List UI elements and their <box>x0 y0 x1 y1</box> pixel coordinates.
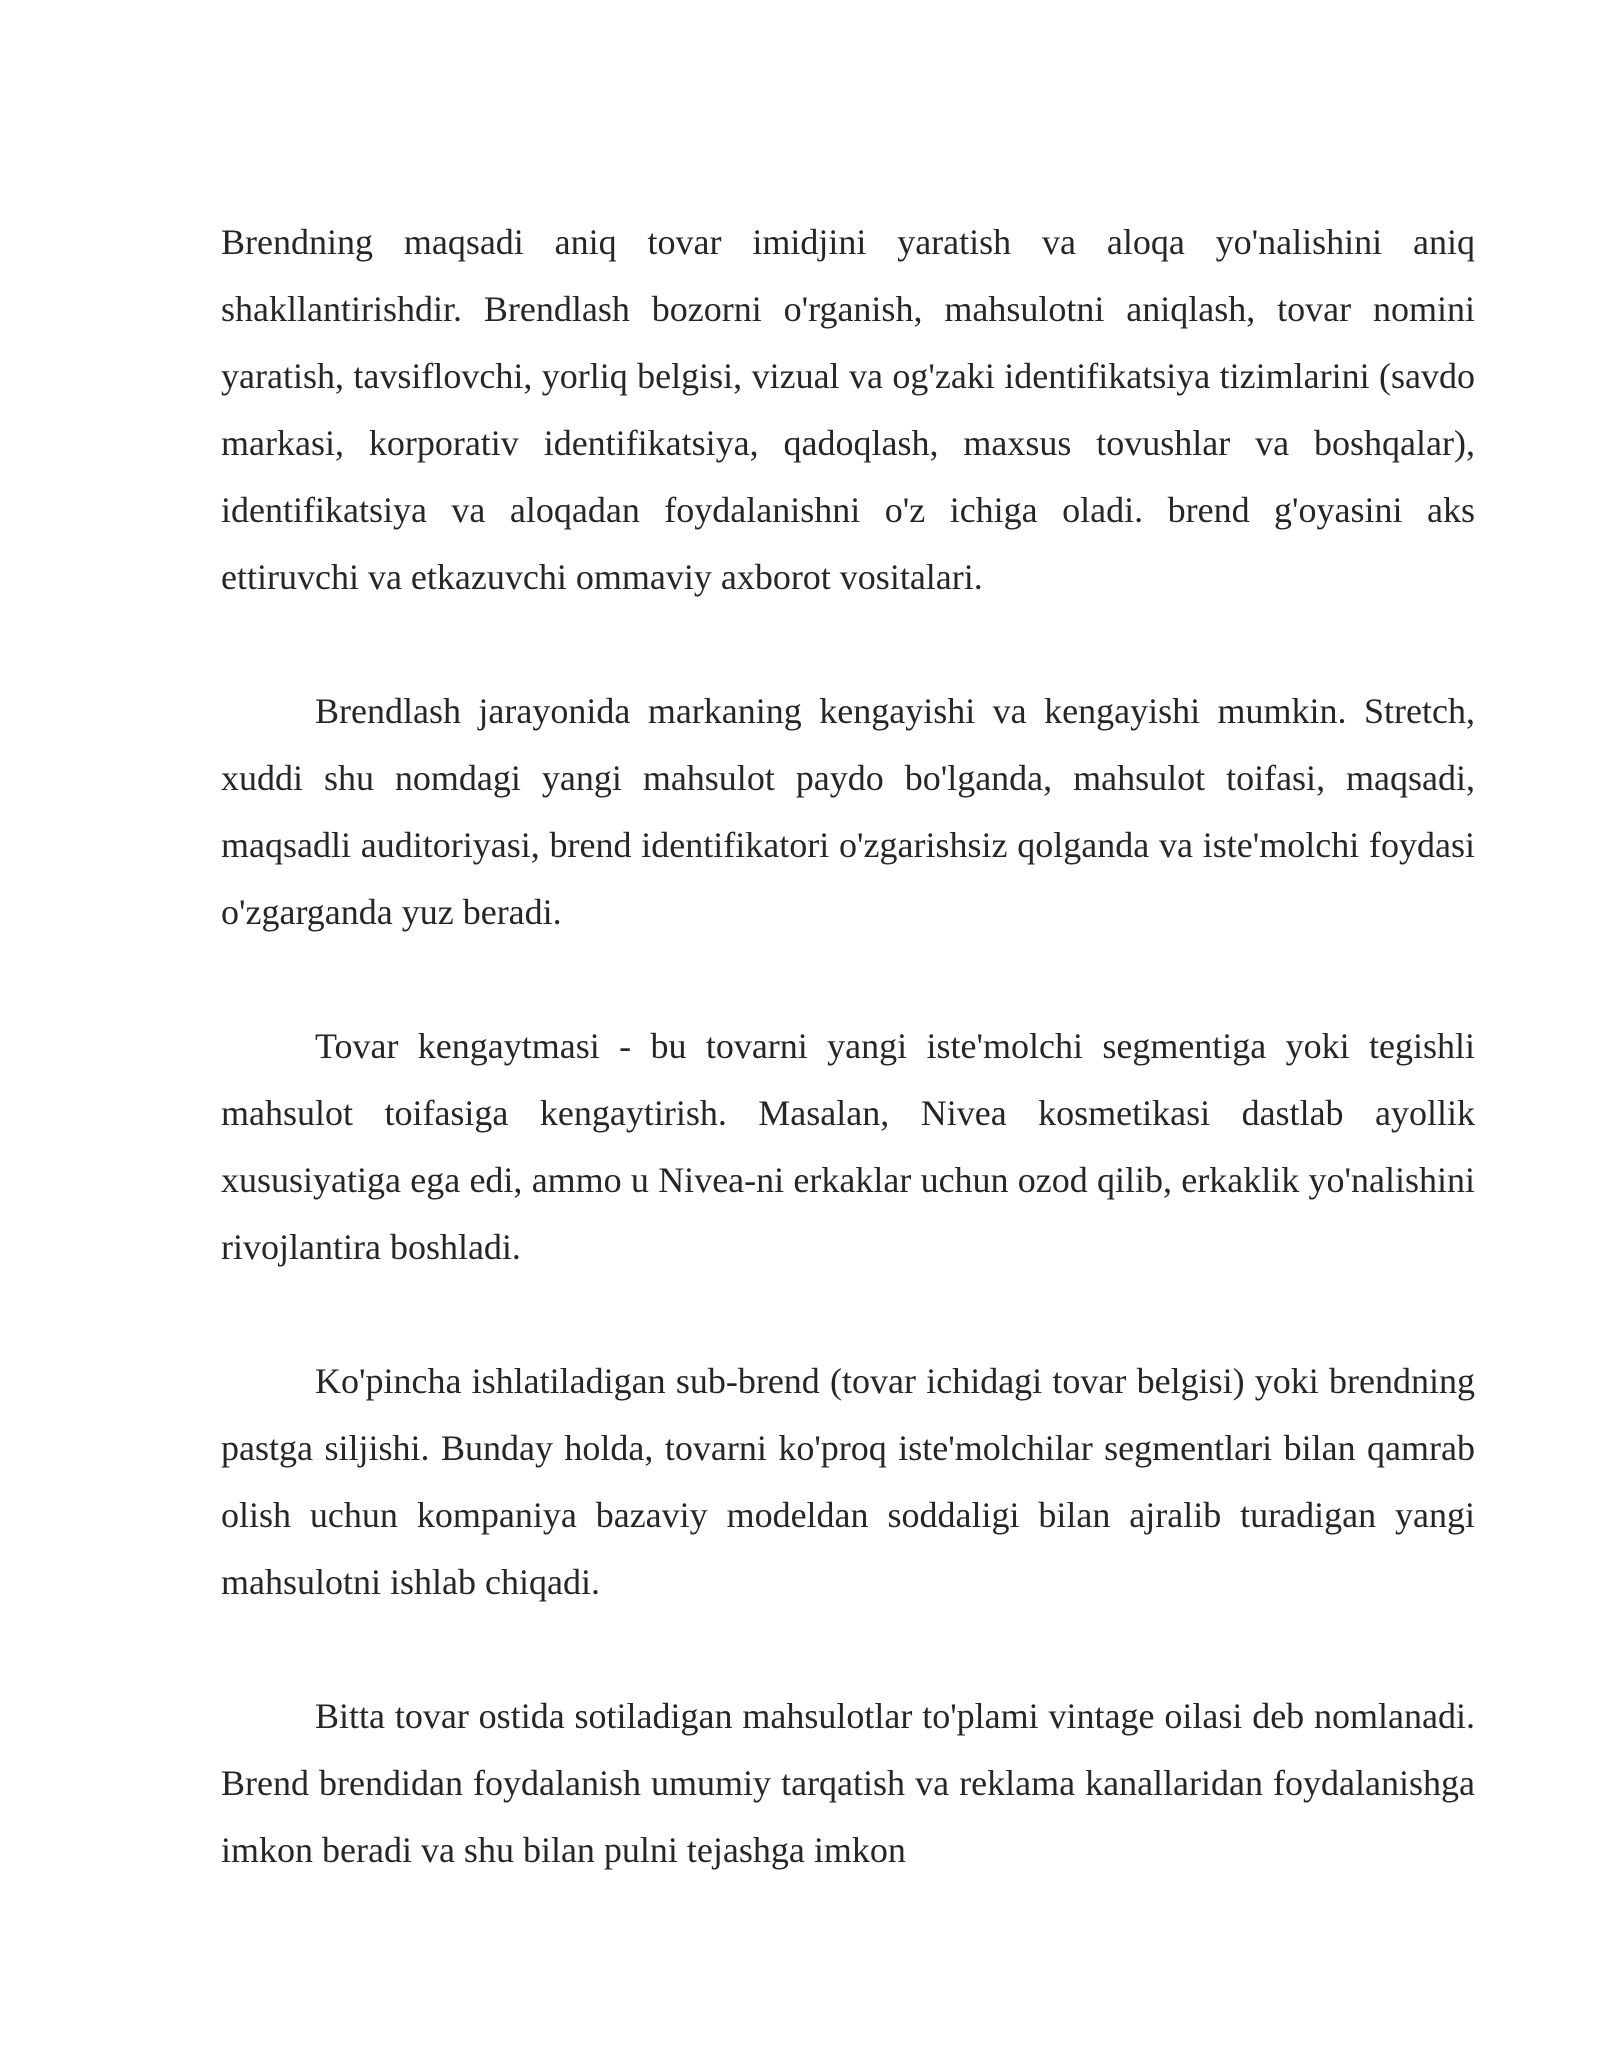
paragraph-1: Brendning maqsadi aniq tovar imidjini yaratish va aloqa yo'nalishini aniq shakllantirishdir. Brendlash bozorni o'rganish, mahsulotni aniqlash, tovar nomini yaratish, tavsiflovchi, yorliq belgisi, vizual va og'zaki identifikatsiya tizimlarini (savdo markasi, korporativ identifikatsiya, qadoqlash, maxsus tovushlar va boshqalar), identifikatsiya va aloqadan foydalanishni o'z ichiga oladi. brend g'oyasini aks ettiruvchi va etkazuvchi ommaviy axborot vositalari. <box>221 222 1475 597</box>
document-page <box>221 209 1475 1951</box>
paragraph-2: Brendlash jarayonida markaning kengayishi va kengayishi mumkin. Stretch, xuddi shu nomdagi yangi mahsulot paydo bo'lganda, mahsulot toifasi, maqsadi, maqsadli auditoriyasi, brend identifikatori o'zgarishsiz qolganda va iste'molchi foydasi o'zgarganda yuz beradi. <box>221 691 1475 932</box>
paragraph-4: Ko'pincha ishlatiladigan sub-brend (tovar ichidagi tovar belgisi) yoki brendning pastga siljishi. Bunday holda, tovarni ko'proq iste'molchilar segmentlari bilan qamrab olish uchun kompaniya bazaviy modeldan soddaligi bilan ajralib turadigan yangi mahsulotni ishlab chiqadi. <box>221 1361 1475 1602</box>
paragraph-5: Bitta tovar ostida sotiladigan mahsulotlar to'plami vintage oilasi deb nomlanadi. Brend brendidan foydalanish umumiy tarqatish va reklama kanallaridan foydalanishga imkon beradi va shu bilan pulni tejashga imkon <box>221 1696 1475 1870</box>
paragraph-3: Tovar kengaytmasi - bu tovarni yangi iste'molchi segmentiga yoki tegishli mahsulot toifasiga kengaytirish. Masalan, Nivea kosmetikasi dastlab ayollik xususiyatiga ega edi, ammo u Nivea-ni erkaklar uchun ozod qilib, erkaklik yo'nalishini rivojlantira boshladi. <box>221 1026 1475 1267</box>
